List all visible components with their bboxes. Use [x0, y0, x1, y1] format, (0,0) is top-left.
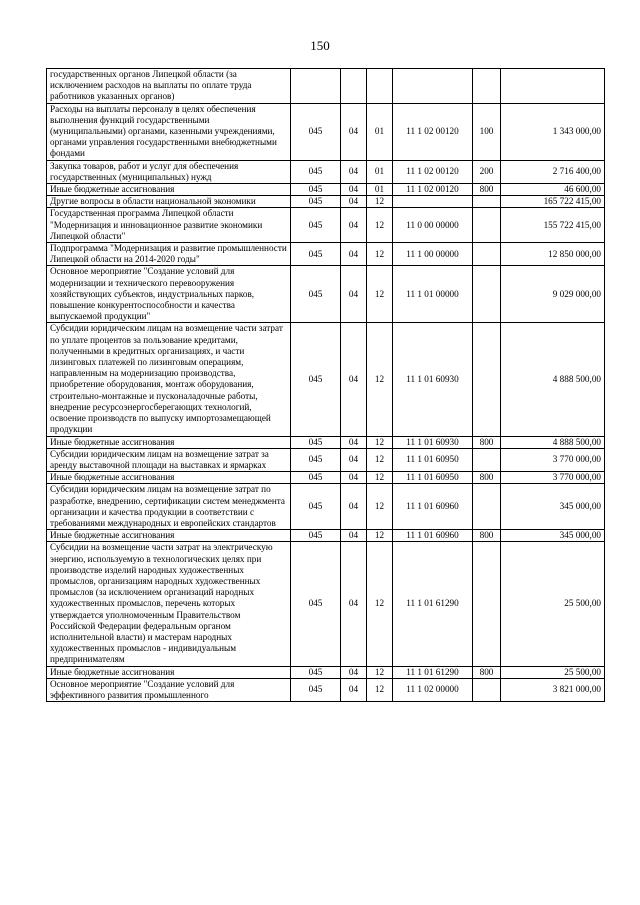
table-row: [47, 542, 605, 666]
cell-razdel: 04: [341, 196, 367, 208]
cell-glav-admin: 045: [291, 666, 341, 678]
cell-razdel: 04: [341, 266, 367, 323]
cell-expense-type: 800: [473, 436, 501, 448]
table-row: [47, 160, 605, 183]
table-row: [47, 323, 605, 436]
cell-name: Иные бюджетные ассигнования: [47, 472, 291, 484]
cell-podrazdel: 12: [367, 484, 393, 530]
cell-glav-admin: 045: [291, 542, 341, 666]
cell-razdel: 04: [341, 472, 367, 484]
table-row: [47, 184, 605, 196]
cell-podrazdel: 01: [367, 160, 393, 183]
cell-glav-admin: 045: [291, 323, 341, 436]
table-row: [47, 666, 605, 678]
table-row: [47, 243, 605, 266]
cell-target-article: 11 1 01 00000: [393, 266, 473, 323]
page-number: 150: [310, 38, 330, 53]
cell-razdel: 04: [341, 542, 367, 666]
cell-razdel: 04: [341, 678, 367, 701]
cell-name: Иные бюджетные ассигнования: [47, 184, 291, 196]
cell-amount: 1 343 000,00: [501, 103, 605, 160]
cell-amount: 4 888 500,00: [501, 323, 605, 436]
cell-razdel: 04: [341, 103, 367, 160]
cell-glav-admin: [291, 69, 341, 104]
cell-amount: 2 716 400,00: [501, 160, 605, 183]
cell-glav-admin: 045: [291, 472, 341, 484]
cell-expense-type: [473, 678, 501, 701]
cell-amount: 12 850 000,00: [501, 243, 605, 266]
budget-table: [46, 68, 605, 702]
cell-expense-type: [473, 266, 501, 323]
cell-target-article: 11 1 01 60930: [393, 323, 473, 436]
cell-glav-admin: 045: [291, 160, 341, 183]
cell-target-article: 11 1 01 60950: [393, 448, 473, 471]
cell-amount: 3 770 000,00: [501, 472, 605, 484]
table-row: [47, 436, 605, 448]
cell-target-article: 11 1 02 00000: [393, 678, 473, 701]
cell-target-article: 11 1 02 00120: [393, 160, 473, 183]
table-row: [47, 69, 605, 104]
cell-podrazdel: 01: [367, 103, 393, 160]
cell-expense-type: [473, 484, 501, 530]
cell-name: государственных органов Липецкой области (за исключением расходов на выплаты по оплате труда работников указанных органов): [47, 69, 291, 104]
cell-amount: 3 770 000,00: [501, 448, 605, 471]
table-row: [47, 266, 605, 323]
cell-expense-type: [473, 448, 501, 471]
table-row: [47, 472, 605, 484]
cell-expense-type: [473, 323, 501, 436]
cell-target-article: [393, 69, 473, 104]
cell-expense-type: [473, 208, 501, 243]
cell-name: Другие вопросы в области национальной экономики: [47, 196, 291, 208]
cell-name: Иные бюджетные ассигнования: [47, 530, 291, 542]
cell-target-article: 11 1 02 00120: [393, 103, 473, 160]
table-row: [47, 103, 605, 160]
cell-amount: 25 500,00: [501, 542, 605, 666]
cell-name: Основное мероприятие "Создание условий для модернизации и технического перевооружения хозяйствующих субъектов, индустриальных парков, повышение конкурентоспособности и качества выпускаемой продукции": [47, 266, 291, 323]
cell-name: Основное мероприятие "Создание условий для эффективного развития промышленного: [47, 678, 291, 701]
cell-razdel: 04: [341, 184, 367, 196]
table-row: [47, 196, 605, 208]
cell-podrazdel: 12: [367, 266, 393, 323]
cell-razdel: [341, 69, 367, 104]
cell-glav-admin: 045: [291, 530, 341, 542]
cell-name: Субсидии на возмещение части затрат на электрическую энергию, используемую в технологических целях при производстве изделий народных художественных промыслов, организациям народных художественных промыслов (за исключением организаций народных художественных промыслов, перечень которых утверждается уполномоченным Правительством Российской Федерации федеральным органом исполнительной власти) и мастерам народных художественных промыслов - индивидуальным предпринимателям: [47, 542, 291, 666]
cell-name: Субсидии юридическим лицам на возмещение части затрат по уплате процентов за пользование кредитами, полученными в кредитных организациях, и части лизинговых платежей по лизинговым операциям, направленным на модернизацию производства, приобретение оборудования, монтаж оборудования, строительно-монтажные и пусконаладочные работы, внедрение ресурсоэнергосберегающих технологий, освоение производств по выпуску импортозамещающей продукции: [47, 323, 291, 436]
cell-glav-admin: 045: [291, 448, 341, 471]
cell-target-article: 11 1 01 61290: [393, 666, 473, 678]
cell-podrazdel: 12: [367, 196, 393, 208]
table-row: [47, 678, 605, 701]
cell-podrazdel: 12: [367, 436, 393, 448]
cell-name: Субсидии юридическим лицам на возмещение затрат по разработке, внедрению, сертификации систем менеджмента организации и качества продукции в соответствии с требованиями международных и европейских стандартов: [47, 484, 291, 530]
cell-glav-admin: 045: [291, 243, 341, 266]
cell-expense-type: 800: [473, 530, 501, 542]
cell-razdel: 04: [341, 484, 367, 530]
cell-glav-admin: 045: [291, 208, 341, 243]
cell-target-article: 11 1 01 60950: [393, 472, 473, 484]
cell-razdel: 04: [341, 530, 367, 542]
table-row: [47, 448, 605, 471]
cell-name: Расходы на выплаты персоналу в целях обеспечения выполнения функций государственными (муниципальными) органами, казенными учреждениями, органами управления государственными внебюджетными фондами: [47, 103, 291, 160]
cell-razdel: 04: [341, 448, 367, 471]
cell-target-article: 11 0 00 00000: [393, 208, 473, 243]
cell-amount: [501, 69, 605, 104]
cell-podrazdel: 12: [367, 448, 393, 471]
cell-podrazdel: 12: [367, 530, 393, 542]
cell-target-article: 11 1 01 61290: [393, 542, 473, 666]
cell-podrazdel: 12: [367, 323, 393, 436]
cell-glav-admin: 045: [291, 103, 341, 160]
cell-razdel: 04: [341, 160, 367, 183]
cell-name: Государственная программа Липецкой области "Модернизация и инновационное развитие экономики Липецкой области": [47, 208, 291, 243]
cell-amount: 46 600,00: [501, 184, 605, 196]
cell-razdel: 04: [341, 666, 367, 678]
cell-razdel: 04: [341, 208, 367, 243]
cell-expense-type: [473, 196, 501, 208]
cell-glav-admin: 045: [291, 196, 341, 208]
cell-amount: 155 722 415,00: [501, 208, 605, 243]
cell-target-article: 11 1 01 60960: [393, 530, 473, 542]
cell-expense-type: 800: [473, 472, 501, 484]
cell-name: Субсидии юридическим лицам на возмещение затрат за аренду выставочной площади на выставках и ярмарках: [47, 448, 291, 471]
cell-name: Подпрограмма "Модернизация и развитие промышленности Липецкой области на 2014-2020 годы": [47, 243, 291, 266]
cell-glav-admin: 045: [291, 436, 341, 448]
cell-glav-admin: 045: [291, 678, 341, 701]
cell-expense-type: 800: [473, 666, 501, 678]
cell-podrazdel: 12: [367, 243, 393, 266]
cell-target-article: 11 1 02 00120: [393, 184, 473, 196]
cell-razdel: 04: [341, 436, 367, 448]
cell-glav-admin: 045: [291, 266, 341, 323]
cell-expense-type: 800: [473, 184, 501, 196]
cell-amount: 345 000,00: [501, 484, 605, 530]
cell-name: Иные бюджетные ассигнования: [47, 666, 291, 678]
cell-amount: 4 888 500,00: [501, 436, 605, 448]
cell-podrazdel: 12: [367, 542, 393, 666]
cell-podrazdel: 12: [367, 666, 393, 678]
cell-podrazdel: 12: [367, 678, 393, 701]
cell-podrazdel: 12: [367, 208, 393, 243]
cell-razdel: 04: [341, 323, 367, 436]
cell-target-article: 11 1 01 60930: [393, 436, 473, 448]
cell-name: Иные бюджетные ассигнования: [47, 436, 291, 448]
cell-expense-type: 200: [473, 160, 501, 183]
cell-amount: 3 821 000,00: [501, 678, 605, 701]
cell-target-article: 11 1 00 00000: [393, 243, 473, 266]
cell-razdel: 04: [341, 243, 367, 266]
cell-podrazdel: 01: [367, 184, 393, 196]
cell-amount: 165 722 415,00: [501, 196, 605, 208]
table-row: [47, 530, 605, 542]
cell-amount: 9 029 000,00: [501, 266, 605, 323]
cell-podrazdel: [367, 69, 393, 104]
cell-name: Закупка товаров, работ и услуг для обеспечения государственных (муниципальных) нужд: [47, 160, 291, 183]
cell-expense-type: [473, 542, 501, 666]
cell-expense-type: [473, 69, 501, 104]
cell-amount: 345 000,00: [501, 530, 605, 542]
cell-amount: 25 500,00: [501, 666, 605, 678]
cell-expense-type: 100: [473, 103, 501, 160]
cell-target-article: 11 1 01 60960: [393, 484, 473, 530]
cell-glav-admin: 045: [291, 184, 341, 196]
cell-glav-admin: 045: [291, 484, 341, 530]
table-row: [47, 484, 605, 530]
table-row: [47, 208, 605, 243]
cell-podrazdel: 12: [367, 472, 393, 484]
cell-target-article: [393, 196, 473, 208]
cell-expense-type: [473, 243, 501, 266]
